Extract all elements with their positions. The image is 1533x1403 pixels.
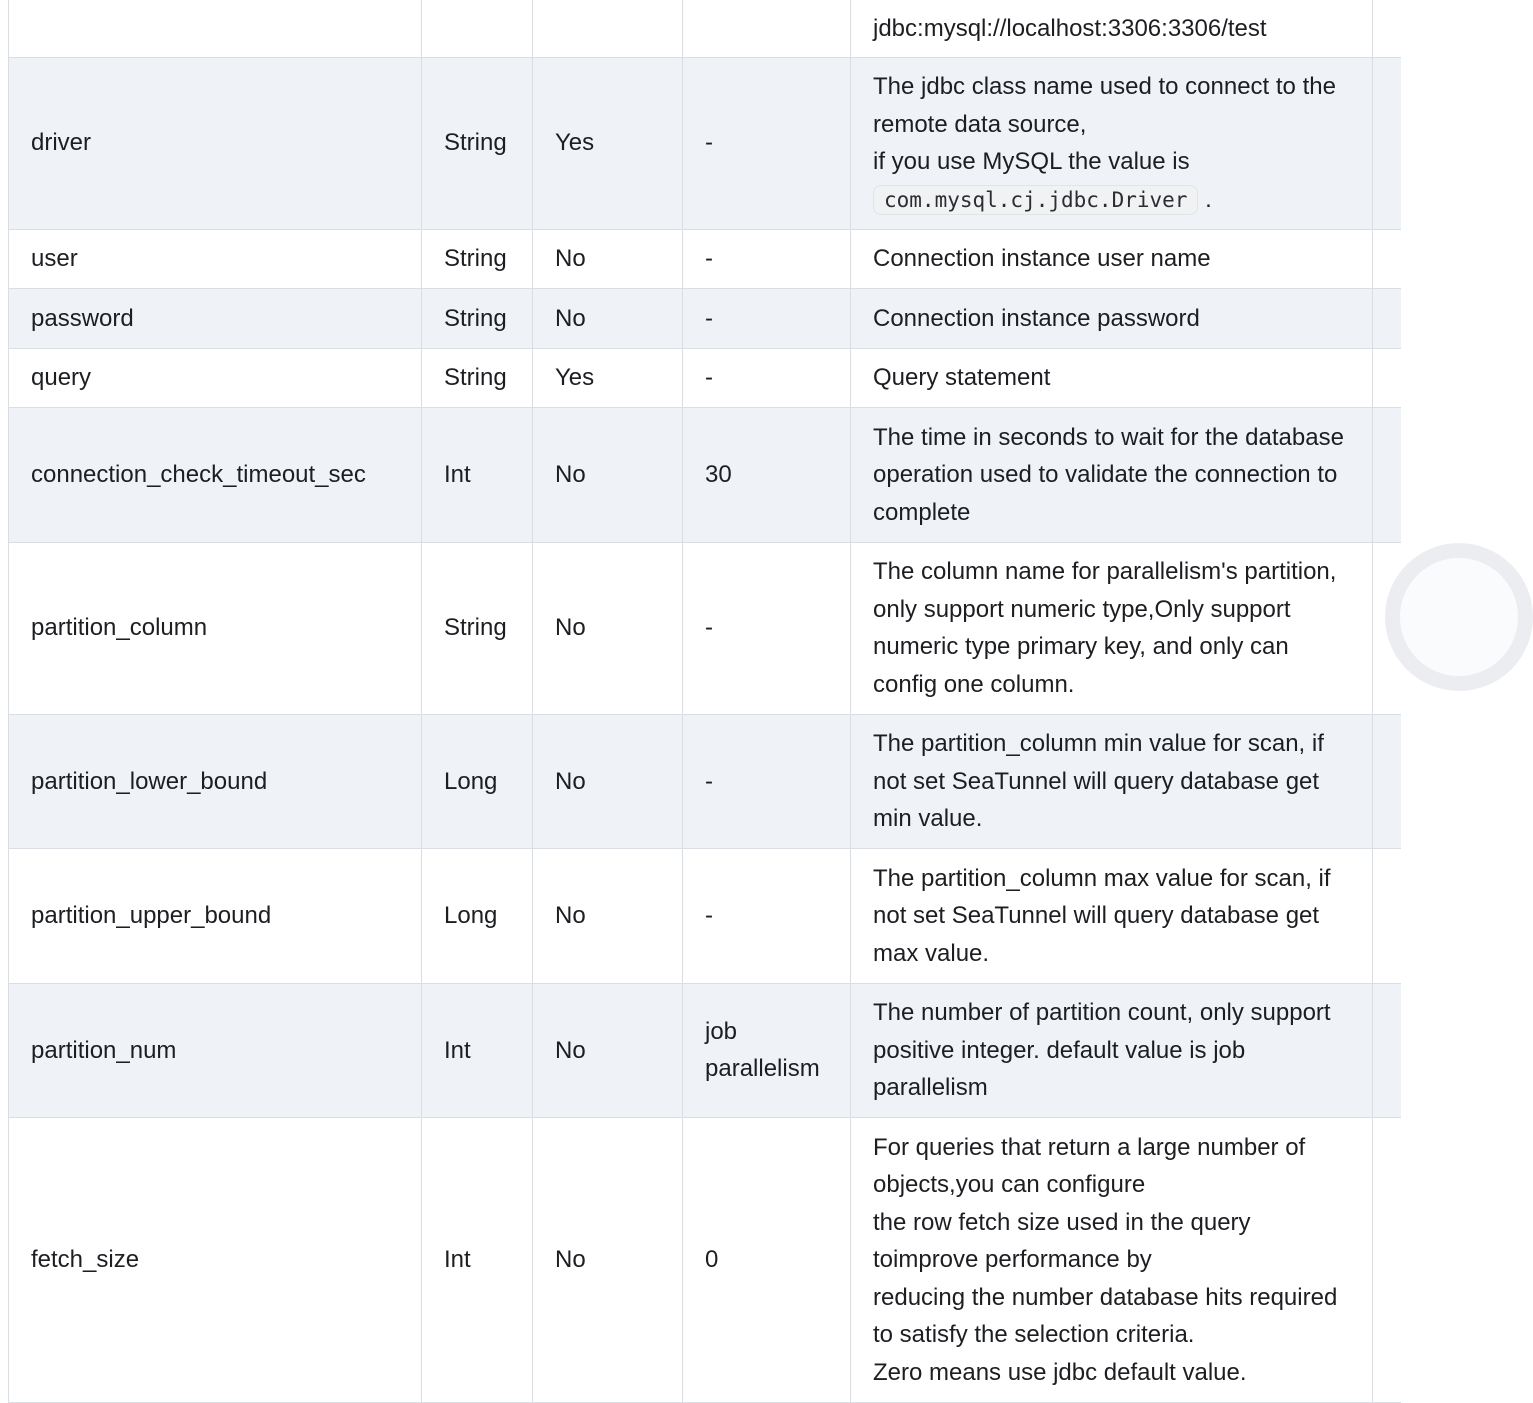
cell-required: No (533, 849, 683, 984)
table-row (9, 408, 1401, 543)
cell-type: String (422, 289, 533, 349)
table-row (9, 289, 1401, 349)
cell-required: No (533, 983, 683, 1118)
cell-default: - (683, 289, 851, 349)
cell-default: - (683, 849, 851, 984)
cell-extra (1373, 0, 1401, 57)
table-row (9, 1118, 1401, 1403)
cell-type: Long (422, 849, 533, 984)
cell-name: partition_num (9, 983, 422, 1118)
cell-description: The partition_column min value for scan, if not set SeaTunnel will query database get min value. (851, 714, 1373, 849)
cell-required: No (533, 542, 683, 714)
table-row (9, 229, 1401, 289)
cell-name: partition_lower_bound (9, 714, 422, 849)
cell-required: No (533, 714, 683, 849)
cell-type: String (422, 348, 533, 408)
cell-type: Int (422, 1118, 533, 1403)
inline-code: com.mysql.cj.jdbc.Driver (873, 185, 1198, 215)
cell-extra (1373, 348, 1401, 408)
cell-description: The time in seconds to wait for the database operation used to validate the connection to complete (851, 408, 1373, 543)
table-row (9, 57, 1401, 229)
cell-type: String (422, 542, 533, 714)
table-row (9, 849, 1401, 984)
cell-description: The jdbc class name used to connect to the remote data source, if you use MySQL the value is com.mysql.cj.jdbc.Driver . (851, 57, 1373, 229)
cell-type: String (422, 229, 533, 289)
cell-extra (1373, 849, 1401, 984)
cell-required: Yes (533, 57, 683, 229)
cell-default: - (683, 229, 851, 289)
table-row (9, 348, 1401, 408)
cell-description: Connection instance user name (851, 229, 1373, 289)
cell-extra (1373, 289, 1401, 349)
cell-name: query (9, 348, 422, 408)
params-table-body (9, 0, 1401, 1402)
cell-required (533, 0, 683, 57)
table-row-cut (9, 0, 1401, 57)
cell-required: Yes (533, 348, 683, 408)
cell-extra (1373, 229, 1401, 289)
cell-extra (1373, 1118, 1401, 1403)
edge-floating-widget-button[interactable] (1385, 543, 1533, 691)
cell-description: jdbc:mysql://localhost:3306:3306/test (851, 0, 1373, 57)
cell-description: The partition_column max value for scan, if not set SeaTunnel will query database get max value. (851, 849, 1373, 984)
cell-required: No (533, 229, 683, 289)
cell-required: No (533, 408, 683, 543)
cell-default: - (683, 348, 851, 408)
cell-default: - (683, 57, 851, 229)
cell-name: connection_check_timeout_sec (9, 408, 422, 543)
cell-description: Query statement (851, 348, 1373, 408)
cell-default: 0 (683, 1118, 851, 1403)
cell-type: String (422, 57, 533, 229)
table-row (9, 714, 1401, 849)
table-row (9, 983, 1401, 1118)
cell-type: Int (422, 983, 533, 1118)
cell-extra (1373, 983, 1401, 1118)
cell-name (9, 0, 422, 57)
cell-default (683, 0, 851, 57)
cell-default: - (683, 542, 851, 714)
cell-name: fetch_size (9, 1118, 422, 1403)
cell-name: partition_column (9, 542, 422, 714)
cell-name: password (9, 289, 422, 349)
cell-description: For queries that return a large number of objects,you can configure the row fetch size used in the query toimprove performance by reducing the number database hits required to satisfy the selection criteria. Zero means use jdbc default value. (851, 1118, 1373, 1403)
cell-extra (1373, 714, 1401, 849)
cell-default: job parallelism (683, 983, 851, 1118)
cell-name: driver (9, 57, 422, 229)
cell-name: user (9, 229, 422, 289)
cell-required: No (533, 289, 683, 349)
cell-name: partition_upper_bound (9, 849, 422, 984)
cell-type (422, 0, 533, 57)
cell-default: 30 (683, 408, 851, 543)
cell-extra (1373, 57, 1401, 229)
cell-default: - (683, 714, 851, 849)
cut-text-remnant (445, 0, 508, 7)
cell-description: The column name for parallelism's partition, only support numeric type,Only support numeric type primary key, and only can config one column. (851, 542, 1373, 714)
table-row (9, 542, 1401, 714)
cell-required: No (533, 1118, 683, 1403)
cell-description: The number of partition count, only support positive integer. default value is job parallelism (851, 983, 1373, 1118)
cell-type: Long (422, 714, 533, 849)
cell-type: Int (422, 408, 533, 543)
cell-description: Connection instance password (851, 289, 1373, 349)
cell-extra (1373, 408, 1401, 543)
parameters-table (8, 0, 1401, 1403)
